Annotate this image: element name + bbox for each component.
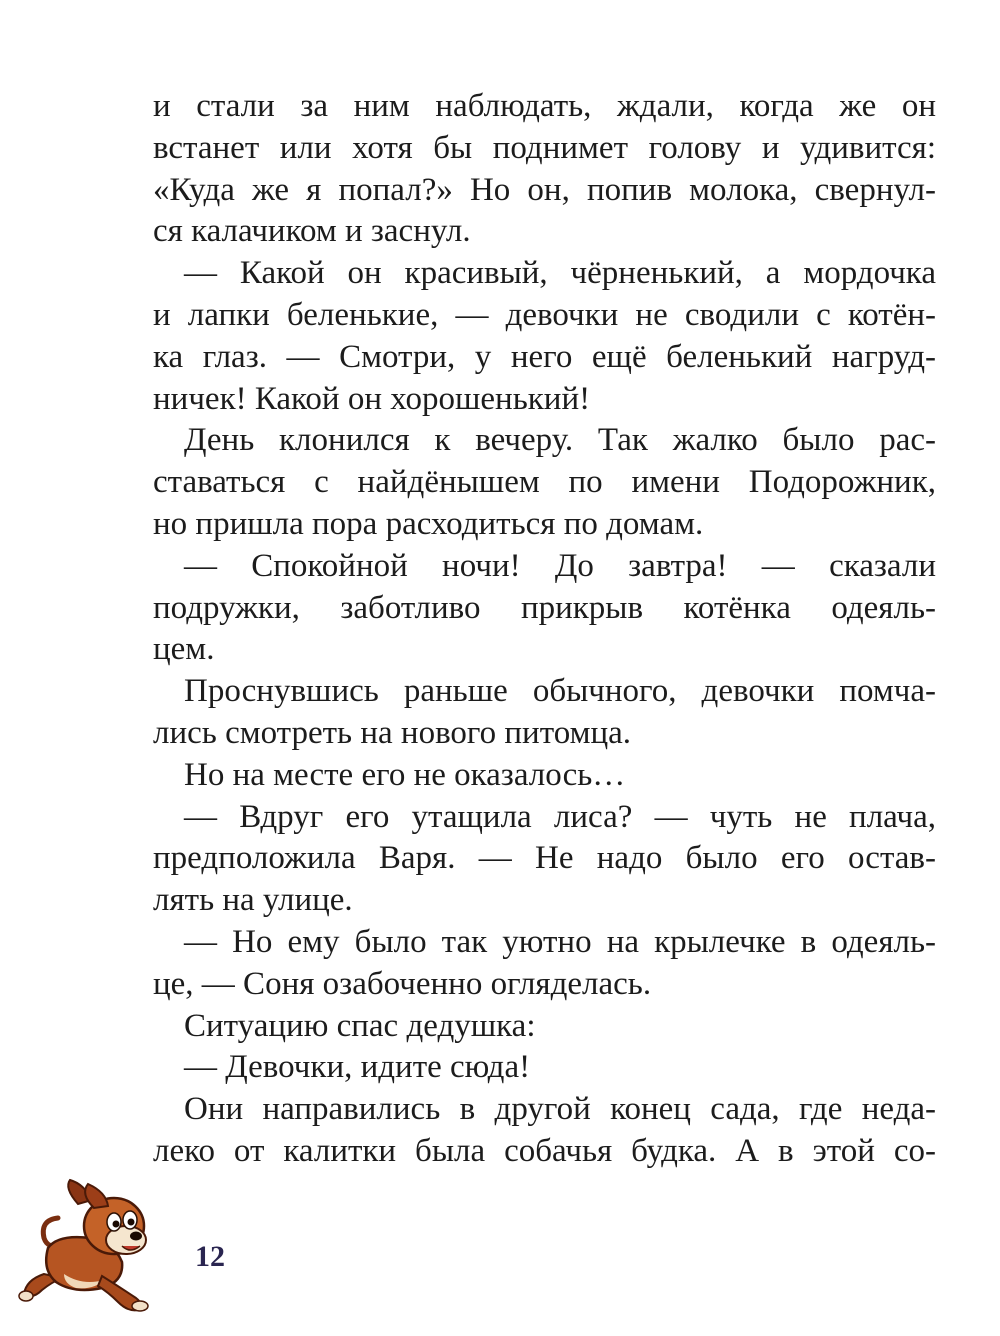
text-line: ся калачиком и заснул. (153, 213, 471, 250)
page-number: 12 (195, 1240, 225, 1273)
puppy-illustration (18, 1178, 168, 1318)
text-line: Ситуацию спас дедушка: (184, 1007, 536, 1044)
text-line: предположила Варя. — Не надо было его остав- (153, 840, 936, 877)
text-line: лять на улице. (153, 882, 353, 919)
text-line: и лапки беленькие, — девочки не сводили с котён- (153, 296, 936, 333)
text-line: ставаться с найдёнышем по имени Подорожник, (153, 464, 936, 501)
text-line: — Какой он красивый, чёрненький, а мордочка (184, 255, 936, 292)
text-line: — Но ему было так уютно на крылечке в одеяль- (184, 923, 936, 960)
text-line: встанет или хотя бы поднимет голову и удивится: (153, 129, 936, 166)
page-body-text (153, 86, 936, 1173)
text-line: — Вдруг его утащила лиса? — чуть не плача, (184, 798, 936, 835)
text-line: подружки, заботливо прикрыв котёнка одеяль- (153, 589, 936, 626)
text-line: це, — Соня озабоченно огляделась. (153, 965, 652, 1002)
text-line: День клонился к вечеру. Так жалко было рас- (184, 422, 936, 459)
text-line: и стали за ним наблюдать, ждали, когда же он (153, 88, 936, 124)
text-line: Проснувшись раньше обычного, девочки помча- (184, 673, 936, 710)
text-line: цем. (153, 631, 215, 668)
text-line: ничек! Какой он хорошенький! (153, 380, 591, 417)
text-line: лись смотреть на нового питомца. (153, 714, 632, 751)
text-line: — Спокойной ночи! До завтра! — сказали (184, 547, 936, 584)
text-line: леко от калитки была собачья будка. А в этой со- (153, 1132, 936, 1169)
text-line: — Девочки, идите сюда! (184, 1049, 531, 1086)
text-line: ка глаз. — Смотри, у него ещё беленький нагруд- (153, 338, 936, 375)
text-line: Они направились в другой конец сада, где неда- (184, 1091, 936, 1128)
text-line: но пришла пора расходиться по домам. (153, 505, 704, 542)
text-line: «Куда же я попал?» Но он, попив молока, свернул- (153, 171, 936, 208)
text-line: Но на месте его не оказалось… (184, 756, 626, 793)
